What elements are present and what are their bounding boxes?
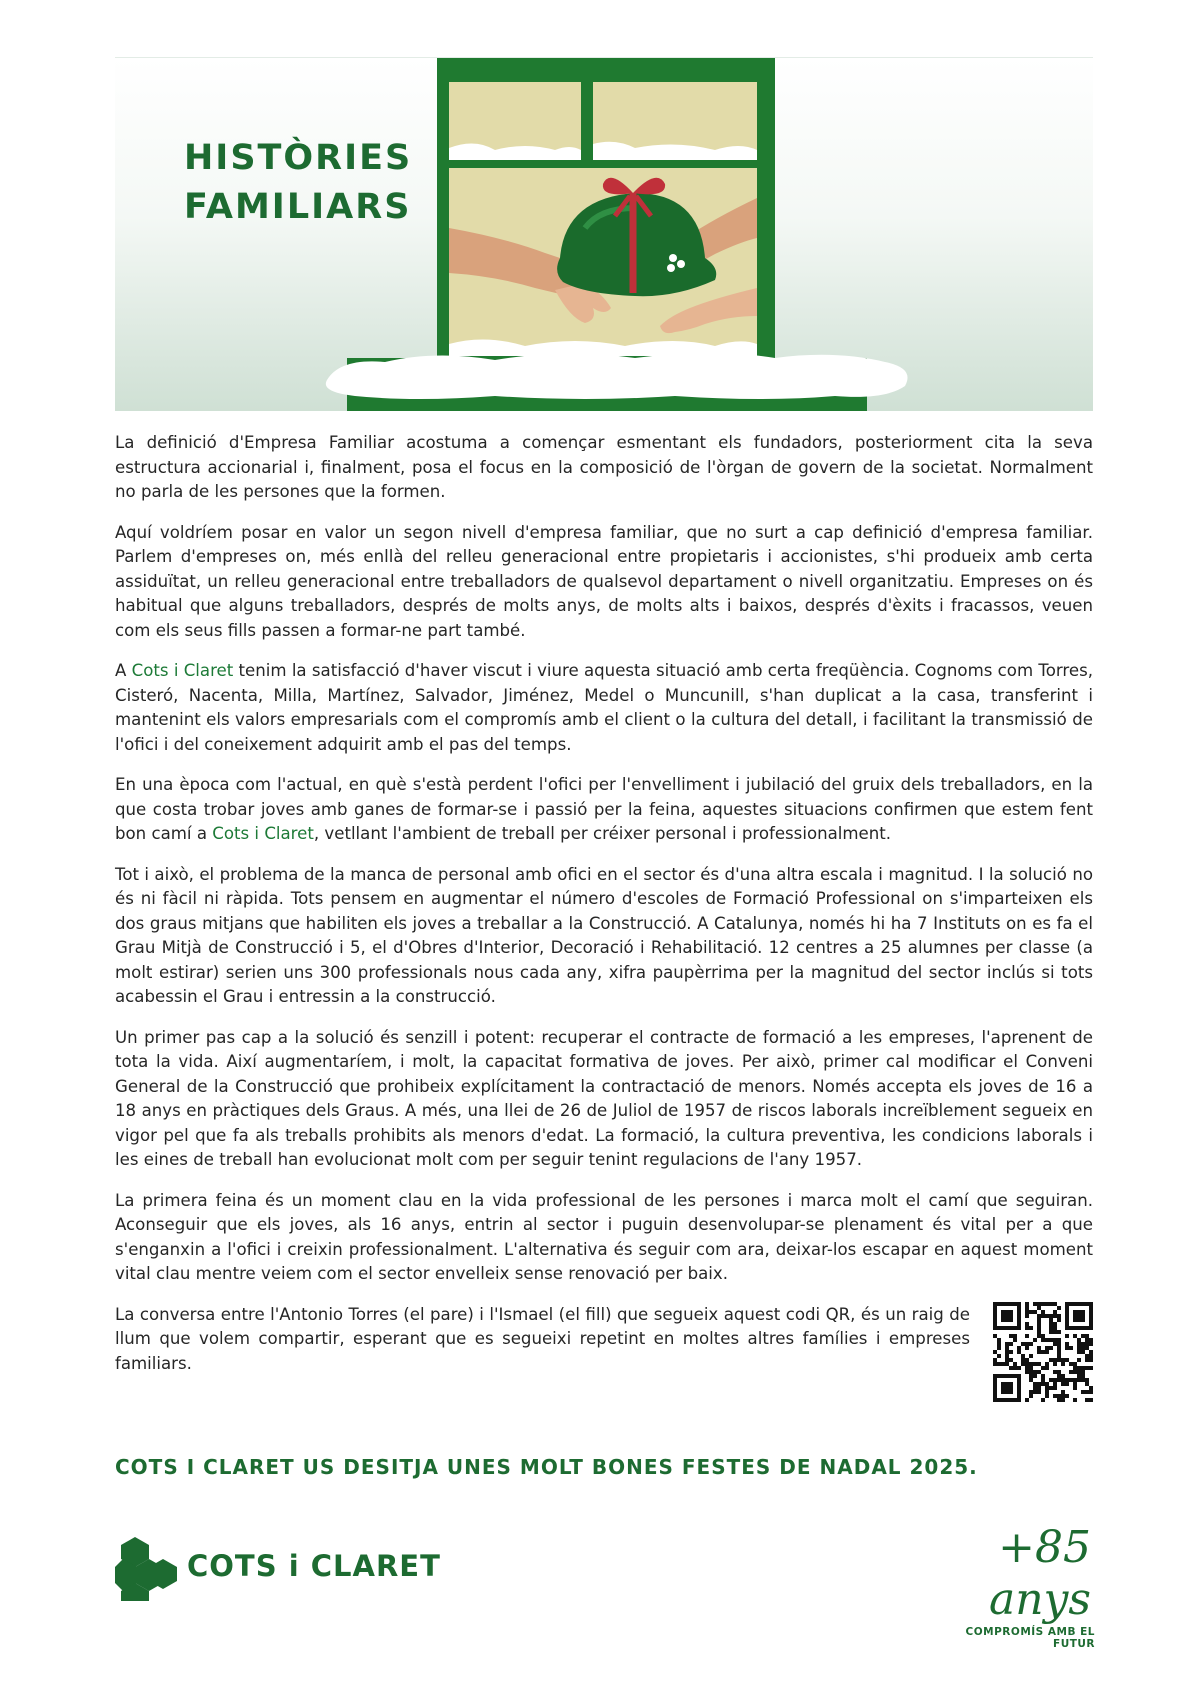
holiday-greeting: COTS I CLARET US DESITJA UNES MOLT BONES FESTES DE NADAL 2025. [115,1455,978,1479]
company-name-highlight: Cots i Claret [212,824,314,843]
anniversary-motto: COMPROMÍS AMB EL FUTUR [965,1626,1095,1650]
anniversary-badge [930,1522,1095,1650]
paragraph-6: Un primer pas cap a la solució és senzill i potent: recuperar el contracte de formació a les empreses, l'aprenent de tota la vida. Així augmentaríem, i molt, la capacitat formativa de joves. Per això, primer cal modificar el Conveni General de la Construcció que prohibeix explícitament la contractació de menors. Només accepta els joves de 16 a 18 anys en pràctiques dels Graus. A més, una llei de 26 de Juliol de 1957 de riscos laborals increïblement segueix en vigor pel que fa als treballs prohibits als menors d'edat. La formació, la cultura preventiva, les condicions laborals i les eines de treball han evolucionat molt com per seguir tenint regulacions de l'any 1957. [115,1027,1093,1169]
paragraph-3-rest: tenim la satisfacció d'haver viscut i viure aquesta situació amb certa freqüència. Cognoms com Torres, Cisteró, Nacenta, Milla, Martínez, Salvador, Jiménez, Medel o Muncunill, s'han duplicat a la casa, transferint i mantenint els valors empresarials com el compromís amb el client o la cultura del detall, i facilitant la transmissió de l'ofici i del coneixement adquirit amb el pas del temps. [115,661,1093,754]
paragraph-3-start: A [115,661,132,680]
paragraph-4-rest: , vetllant l'ambient de treball per créixer personal i professionalment. [313,824,892,843]
logo-wordmark: COTS i CLARET [187,1549,441,1583]
paragraph-4-start: En una època com l'actual, en què s'està perdent l'ofici per l'envelliment i jubilació del gruix dels treballadors, en la que costa trobar joves amb ganes de formar-se i passió per la feina, aquestes situacions confirmen que estem fent bon camí a [115,775,1093,843]
paragraph-7: La primera feina és un moment clau en la vida professional de les persones i marca molt el camí que seguiran. Aconseguir que els joves, als 16 anys, entrin al sector i puguin desenvolupar-se plenament és vital per a que s'enganxin a l'ofici i creixin professionalment. L'alternativa és seguir com ara, deixar-los escapar en aquest moment vital clau mentre veiem com el sector envelleix sense renovació per baix. [115,1190,1093,1283]
anniversary-years: +85 anys [988,1522,1091,1625]
paragraph-3 [115,659,1093,757]
company-logo [115,1537,455,1601]
paragraph-5: Tot i això, el problema de la manca de personal amb ofici en el sector és d'una altra escala i magnitud. I la solució no és ni fàcil ni ràpida. Tots pensem en augmentar el número d'escoles de Formació Professional on s'imparteixen els dos graus mitjans que habiliten els joves a treballar a la Construcció. A Catalunya, només hi ha 7 Instituts on es fa el Grau Mitjà de Construcció i 5, el d'Obres d'Interior, Decoració i Rehabilitació. 12 centres a 25 alumnes per classe (a molt estirar) serien uns 300 professionals nous cada any, xifra paupèrrima per la magnitud del sector inclús si tots acabessin el Grau i entressin a la construcció. [115,864,1093,1006]
paragraph-2: Aquí voldríem posar en valor un segon nivell d'empresa familiar, que no surt a cap definició d'empresa familiar. Parlem d'empreses on, més enllà del relleu generacional entre propietaris i accionistes, s'hi produeix amb certa assiduïtat, un relleu generacional entre treballadors de qualsevol departament o nivell organitzatiu. Empreses on és habitual que alguns treballadors, després de molts anys, de molts alts i baixos, després d'èxits i fracassos, veuen com els seus fills passen a formar-ne part també. [115,522,1093,640]
paragraph-8: La conversa entre l'Antonio Torres (el pare) i l'Ismael (el fill) que segueix aquest codi QR, és un raig de llum que volem compartir, esperant que es segueixi repetint en moltes altres famílies i empreses familiars. [115,1304,970,1373]
window-gift-illustration [115,58,1093,411]
company-name-highlight: Cots i Claret [131,661,234,680]
article-body [115,431,1093,1392]
cubes-logo-icon [115,1537,179,1601]
page-title: HISTÒRIES FAMILIARS [184,138,413,227]
paragraph-4 [115,773,1093,847]
hero-banner [115,57,1093,411]
paragraph-1: La definició d'Empresa Familiar acostuma a començar esmentant els fundadors, posteriorment cita la seva estructura accionarial i, finalment, posa el focus en la composició de l'òrgan de govern de la societat. Normalment no parla de les persones que la formen. [115,433,1093,501]
qr-code-icon[interactable] [993,1302,1093,1402]
